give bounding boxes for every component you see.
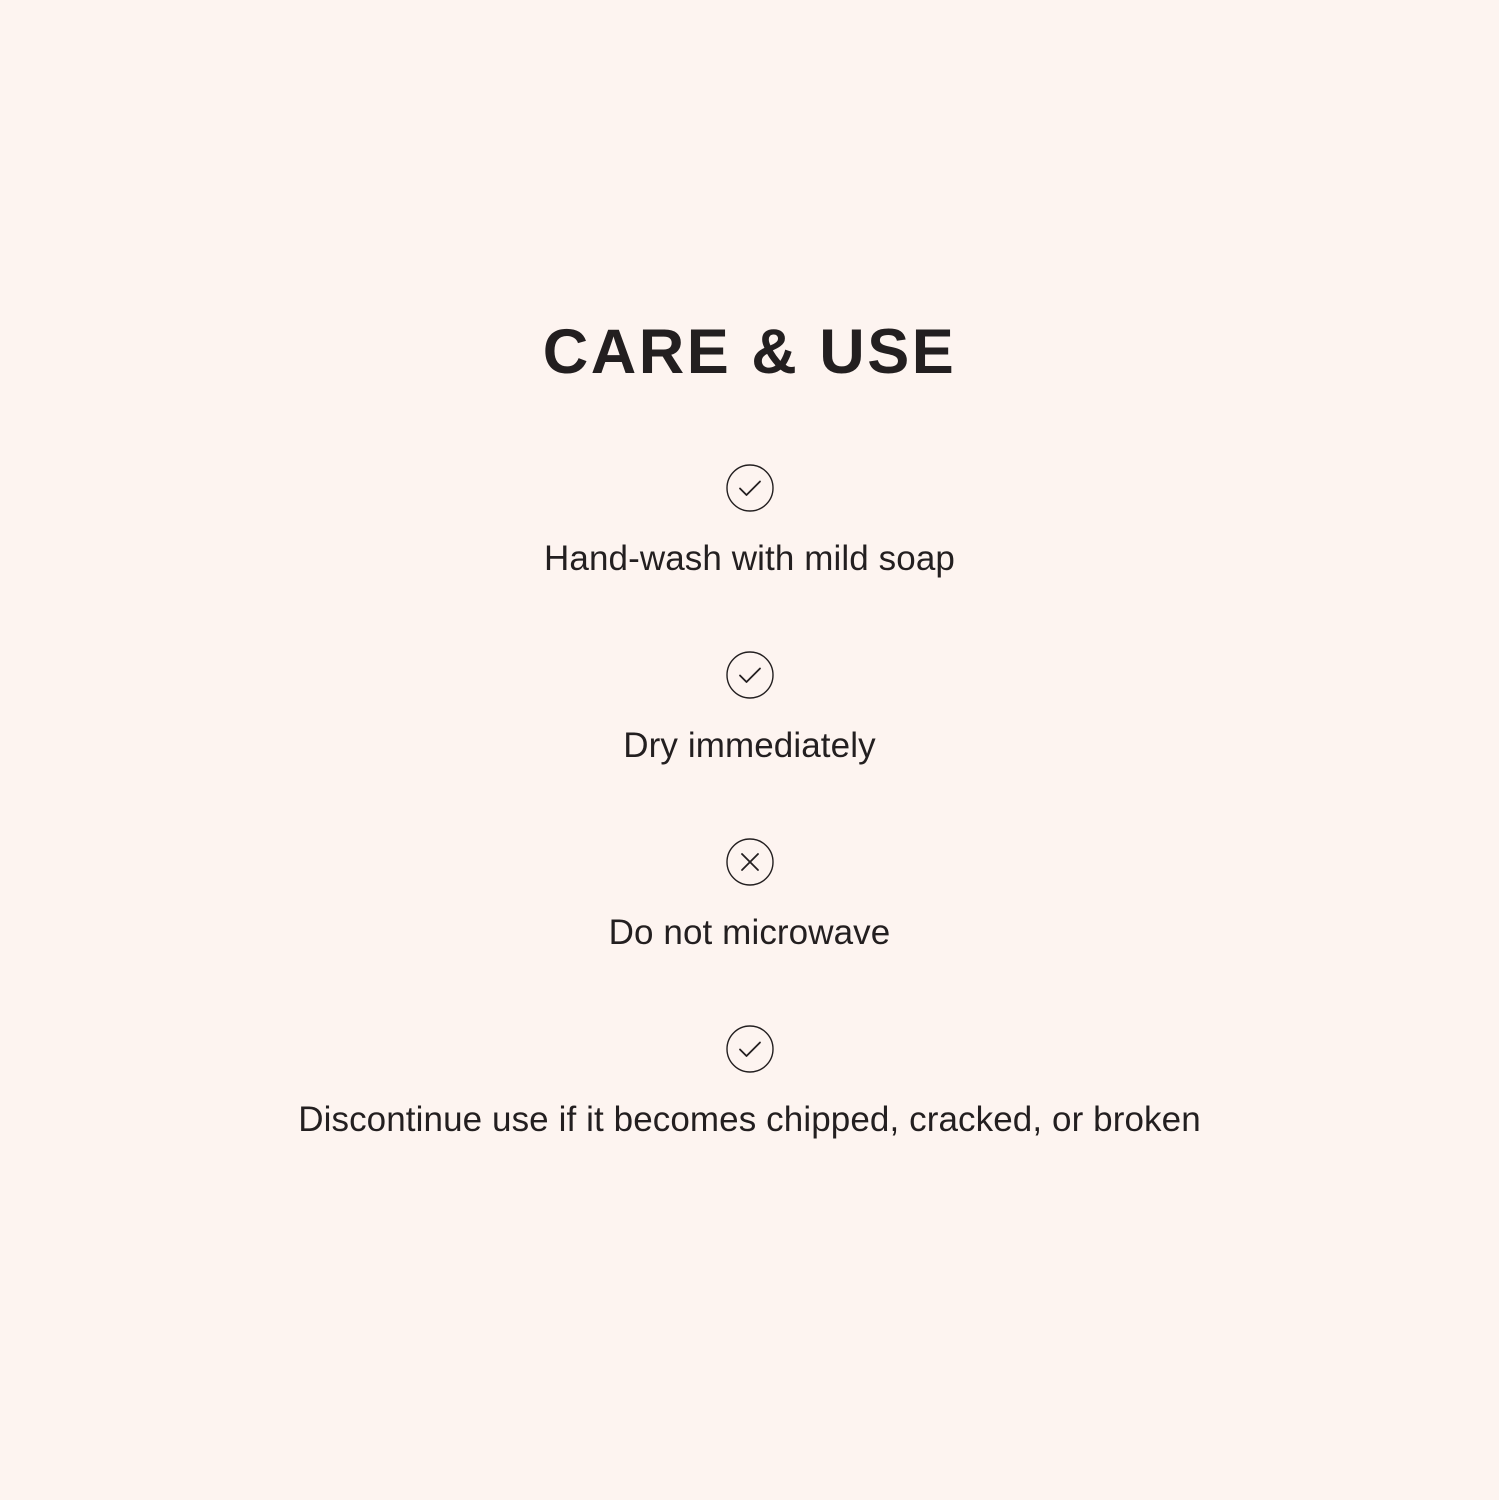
list-item-label: Hand-wash with mild soap [544,539,955,579]
check-circle-icon [725,463,775,513]
care-instruction-list [0,463,1499,1141]
list-item [0,463,1499,581]
check-circle-icon [725,650,775,700]
list-item-label: Dry immediately [623,726,876,766]
list-item [0,1024,1499,1142]
cross-circle-icon [725,837,775,887]
list-item-label: Discontinue use if it becomes chipped, cracked, or broken [298,1099,1201,1139]
list-item-label: Do not microwave [608,912,891,952]
list-item [0,837,1499,955]
page-title: CARE & USE [542,317,957,387]
check-circle-icon [725,1024,775,1074]
list-item [0,650,1499,768]
